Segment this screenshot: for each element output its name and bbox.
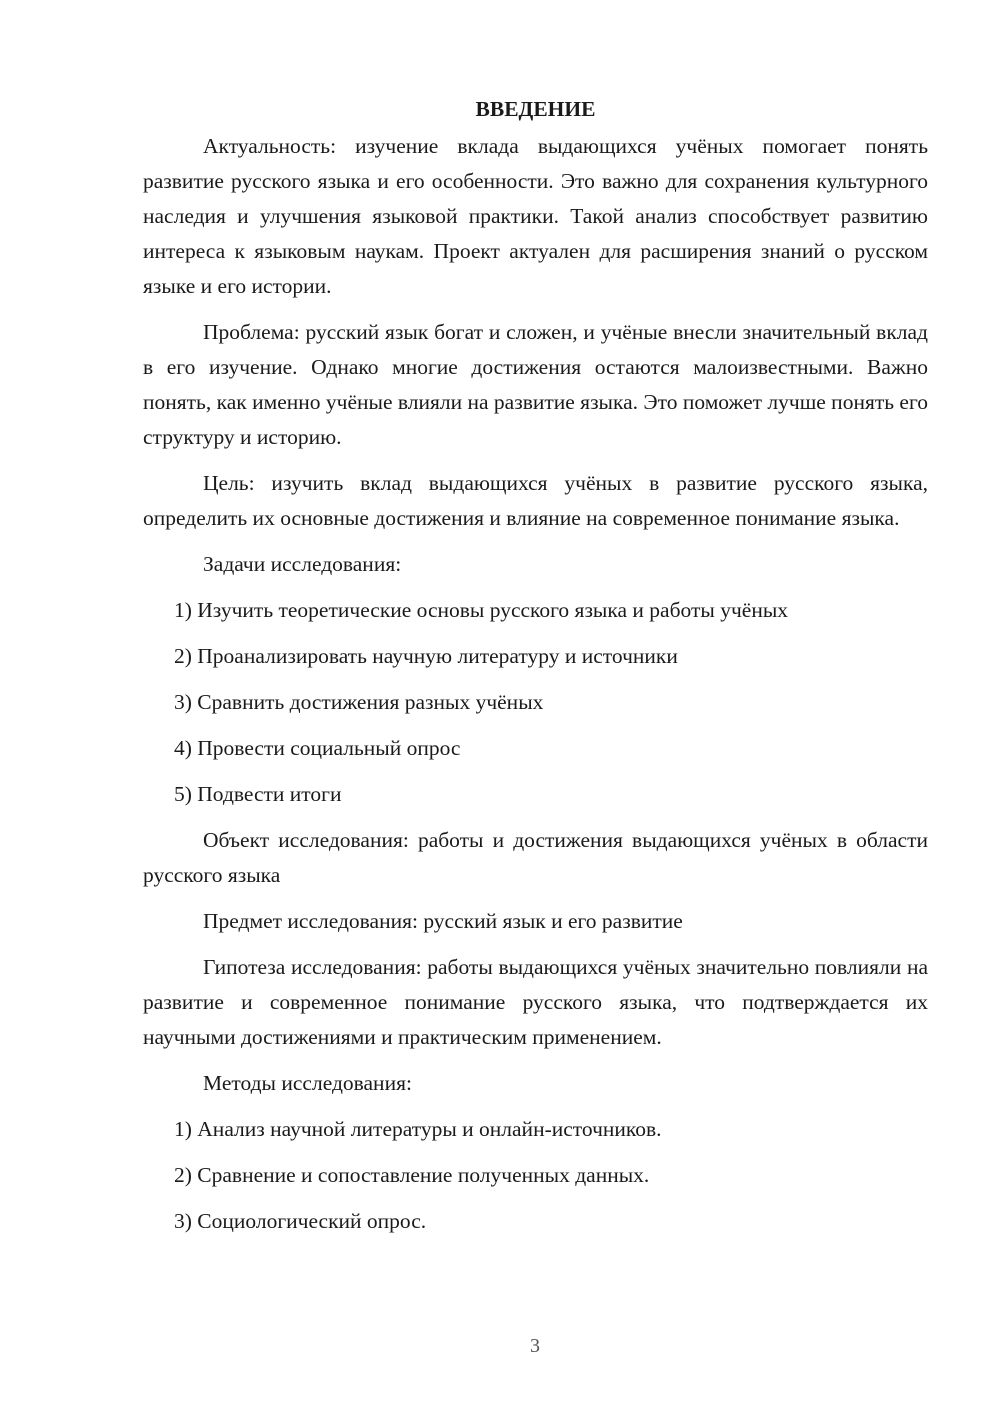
hypothesis-paragraph: Гипотеза исследования: работы выдающихся учёных значительно повлияли на развитие и современное понимание русского языка, что подтверждается их научными достижениями и практическим применением. (143, 955, 928, 1049)
list-item: 3) Сравнить достижения разных учёных (174, 690, 544, 714)
subject-paragraph: Предмет исследования: русский язык и его развитие (203, 909, 683, 933)
list-item: 2) Проанализировать научную литературу и источники (174, 644, 678, 668)
list-item: 4) Провести социальный опрос (174, 736, 461, 760)
methods-heading: Методы исследования: (203, 1071, 412, 1095)
object-paragraph: Объект исследования: работы и достижения выдающихся учёных в области русского языка (143, 828, 928, 887)
problem-paragraph: Проблема: русский язык богат и сложен, и учёные внесли значительный вклад в его изучение. Однако многие достижения остаются малоизвестными. Важно понять, как именно учёные влияли на развитие языка. Это поможет лучше понять его структуру и историю. (143, 320, 928, 449)
relevance-paragraph: Актуальность: изучение вклада выдающихся учёных помогает понять развитие русского языка и его особенности. Это важно для сохранения культурного наследия и улучшения языковой практики. Такой анализ способствует развитию интереса к языковым наукам. Проект актуален для расширения знаний о русском языке и его истории. (143, 134, 928, 298)
page-number: 3 (530, 1335, 540, 1357)
list-item: 1) Изучить теоретические основы русского языка и работы учёных (174, 598, 789, 622)
list-item: 2) Сравнение и сопоставление полученных данных. (174, 1163, 650, 1187)
tasks-list (143, 593, 928, 812)
tasks-heading: Задачи исследования: (203, 552, 402, 576)
goal-paragraph: Цель: изучить вклад выдающихся учёных в развитие русского языка, определить их основные достижения и влияние на современное понимание языка. (143, 471, 928, 530)
document-page (143, 92, 928, 1250)
page-title: ВВЕДЕНИЕ (475, 97, 596, 121)
list-item: 5) Подвести итоги (174, 782, 342, 806)
list-item: 1) Анализ научной литературы и онлайн-источников. (174, 1117, 662, 1141)
methods-list (143, 1112, 928, 1239)
list-item: 3) Социологический опрос. (174, 1209, 427, 1233)
